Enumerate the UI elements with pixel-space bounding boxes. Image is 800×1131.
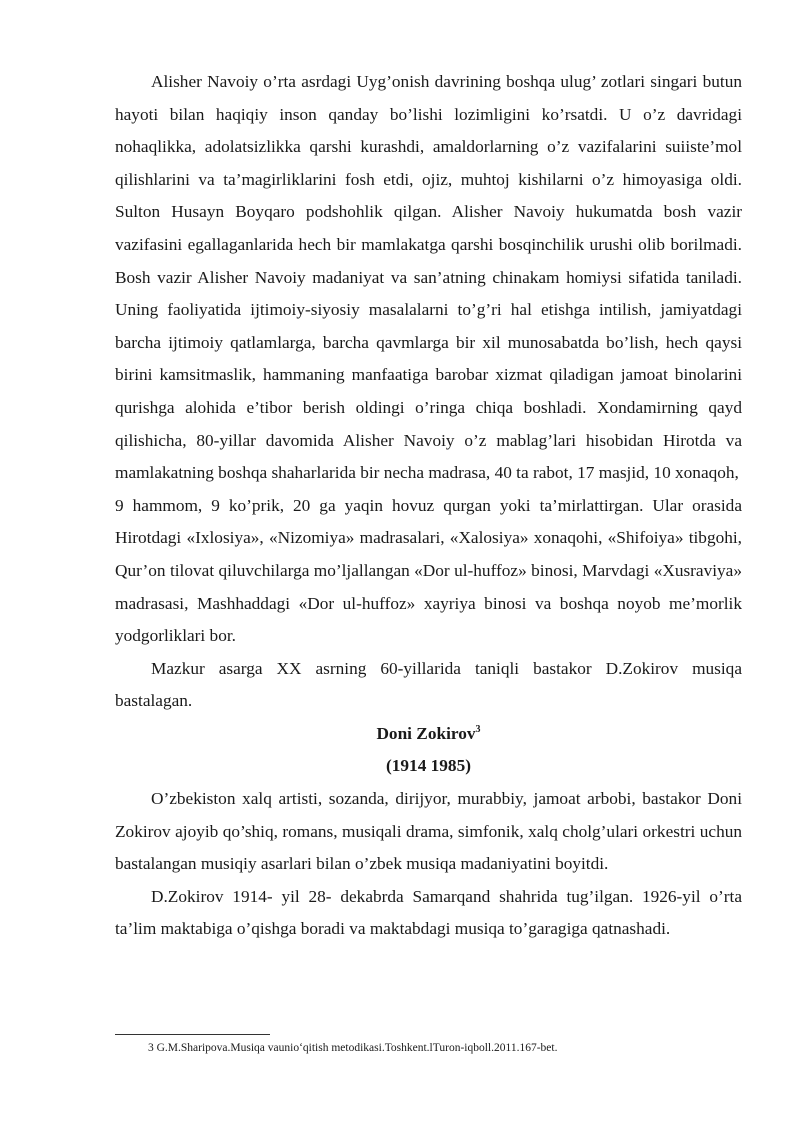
heading-years: (1914 1985) (386, 756, 471, 776)
paragraph-navoiy-continued: 9 hammom, 9 ko’prik, 20 ga yaqin hovuz qurgan yoki ta’mirlattirgan. Ular orasida Hirotdagi «Ixlosiya», «Nizomiya» madrasalari, «Xalosiya» xonaqohi, «Shifoiya» tibgohi, Qur’on tilovat qiluvchilarga mo’ljallangan «Dor ul-huffoz» binosi, Marvdagi «Xusraviya» madrasasi, Mashhaddagi «Dor ul-huffoz» xayriya binosi va boshqa noyob me’morlik yodgorliklari bor. (115, 495, 742, 646)
footnote-marker: 3 (475, 724, 481, 736)
footnote-text: 3 G.M.Sharipova.Musiqa vaunio‘qitish metodikasi.Toshkent.lTuron-iqboll.2011.167-bet. (148, 1042, 558, 1054)
paragraph-birth: D.Zokirov 1914- yil 28- dekabrda Samarqand shahrida tug’ilgan. 1926-yil o’rta ta’lim maktabiga o’qishga boradi va maktabdagi musiqa to’garagiga qatnashadi. (115, 886, 742, 939)
paragraph-composer-note: Mazkur asarga XX asrning 60-yillarida taniqli bastakor D.Zokirov musiqa bastalagan. (115, 658, 742, 711)
footnote-divider (115, 1034, 270, 1035)
document-page (115, 66, 742, 946)
paragraph-navoiy: Alisher Navoiy o’rta asrdagi Uyg’onish davrining boshqa ulug’ zotlari singari butun hayoti bilan haqiqiy inson qanday bo’lishi lozimligini ko’rsatdi. U o’z davridagi nohaqlikka, adolatsizlikka qarshi kurashdi, amaldorlarning o’z vazifalarini suiiste’mol qilishlarini va ta’magirliklarini fosh etdi, ojiz, muhtoj kishilarni o’z himoyasiga oldi. Sulton Husayn Boyqaro podshohlik qilgan. Alisher Navoiy hukumatda bosh vazir vazifasini egallaganlarida hech bir mamlakatga qarshi bosqinchilik urushi olib borilmadi. Bosh vazir Alisher Navoiy madaniyat va san’atning chinakam homiysi sifatida taniladi. Uning faoliyatida ijtimoiy-siyosiy masalalarni to’g’ri hal etishga intilish, jamiyatdagi barcha ijtimoiy qatlamlarga, barcha qavmlarga bir xil munosabatda bo’lish, hech qaysi birini kamsitmaslik, hammaning manfaatiga barobar xizmat qiladigan jamoat binolarini qurishga alohida e’tibor berish oldingi o’ringa chiqa boshladi. Xondamirning qayd qilishicha, 80-yillar davomida Alisher Navoiy o’z mablag’lari hisobidan Hirotda va mamlakatning boshqa shaharlarida bir necha madrasa, 40 ta rabot, 17 masjid, 10 xonaqoh, (115, 72, 742, 483)
section-heading (115, 718, 742, 751)
heading-name: Doni Zokirov (376, 723, 476, 743)
paragraph-biography: O’zbekiston xalq artisti, sozanda, dirijyor, murabbiy, jamoat arbobi, bastakor Doni Zokirov ajoyib qo’shiq, romans, musiqali drama, simfonik, xalq cholg’ulari orkestri uchun bastalangan musiqiy asarlari bilan o’zbek musiqa madaniyatini boyitdi. (115, 789, 742, 874)
